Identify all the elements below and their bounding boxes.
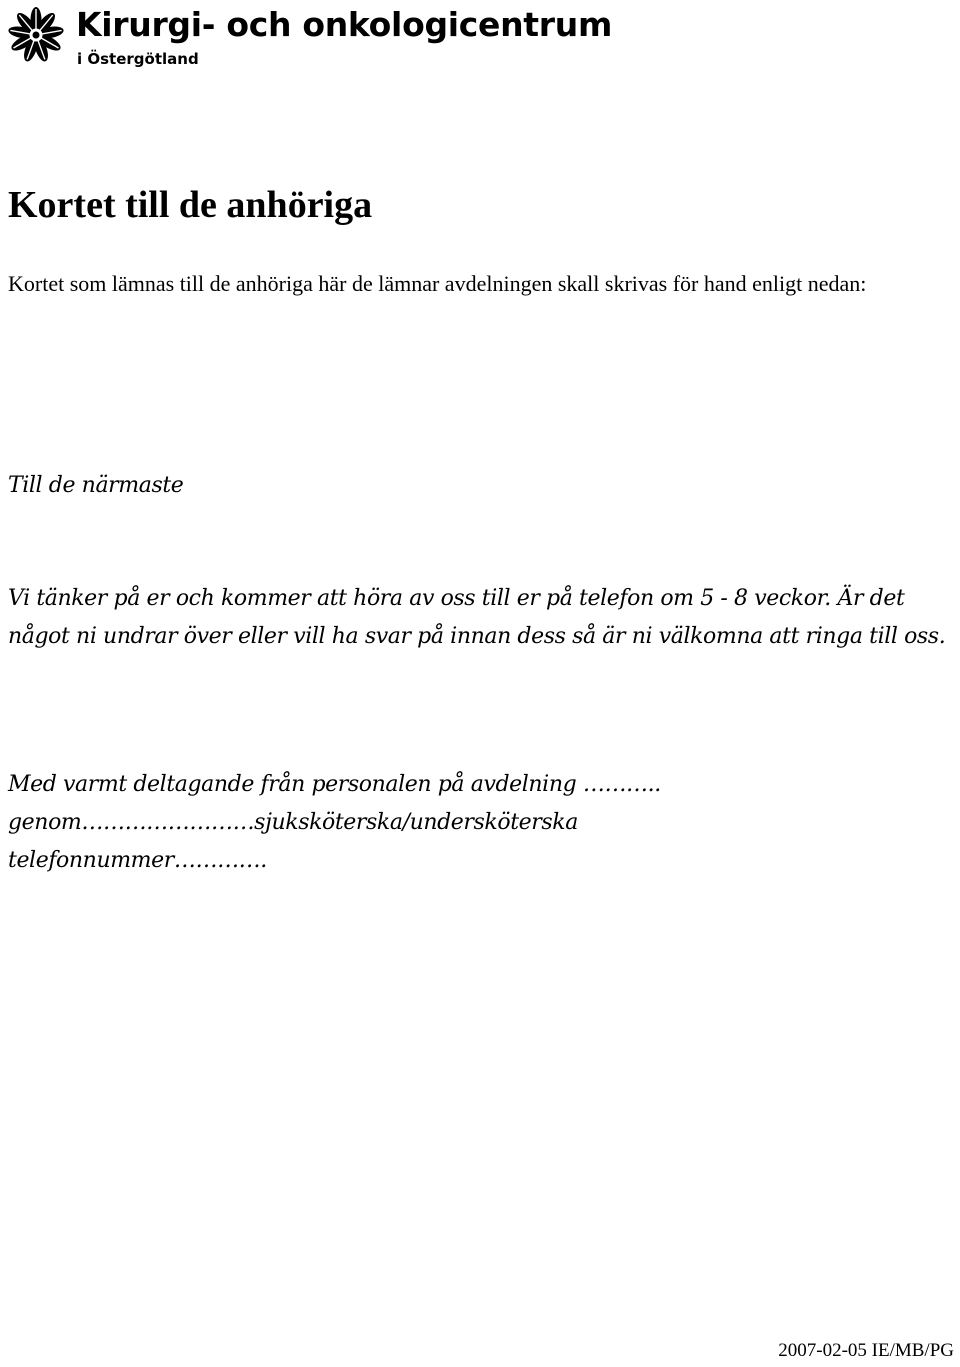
card-signoff	[8, 766, 953, 880]
card-message: Vi tänker på er och kommer att höra av oss till er på telefon om 5 - 8 veckor. Är det något ni undrar över eller vill ha svar på innan dess så är ni välkomna att ringa till oss.	[8, 586, 946, 649]
signoff-department-line: Med varmt deltagande från personalen på avdelning ………..	[8, 772, 661, 797]
organization-name: Kirurgi- och onkologicentrum	[76, 5, 613, 44]
flower-emblem-icon	[6, 6, 66, 64]
letterhead	[6, 4, 646, 74]
footer-reference: 2007-02-05 IE/MB/PG	[778, 1340, 954, 1361]
document-title: Kortet till de anhöriga	[8, 184, 373, 226]
card-greeting: Till de närmaste	[8, 473, 184, 498]
organization-region: i Östergötland	[77, 50, 199, 68]
intro-paragraph: Kortet som lämnas till de anhöriga här de lämnar avdelningen skall skrivas för hand enligt nedan:	[8, 271, 867, 296]
signoff-phone-line: telefonnummer………….	[8, 848, 267, 873]
signoff-staff-line: genom……………………sjuksköterska/undersköterska	[8, 810, 578, 835]
